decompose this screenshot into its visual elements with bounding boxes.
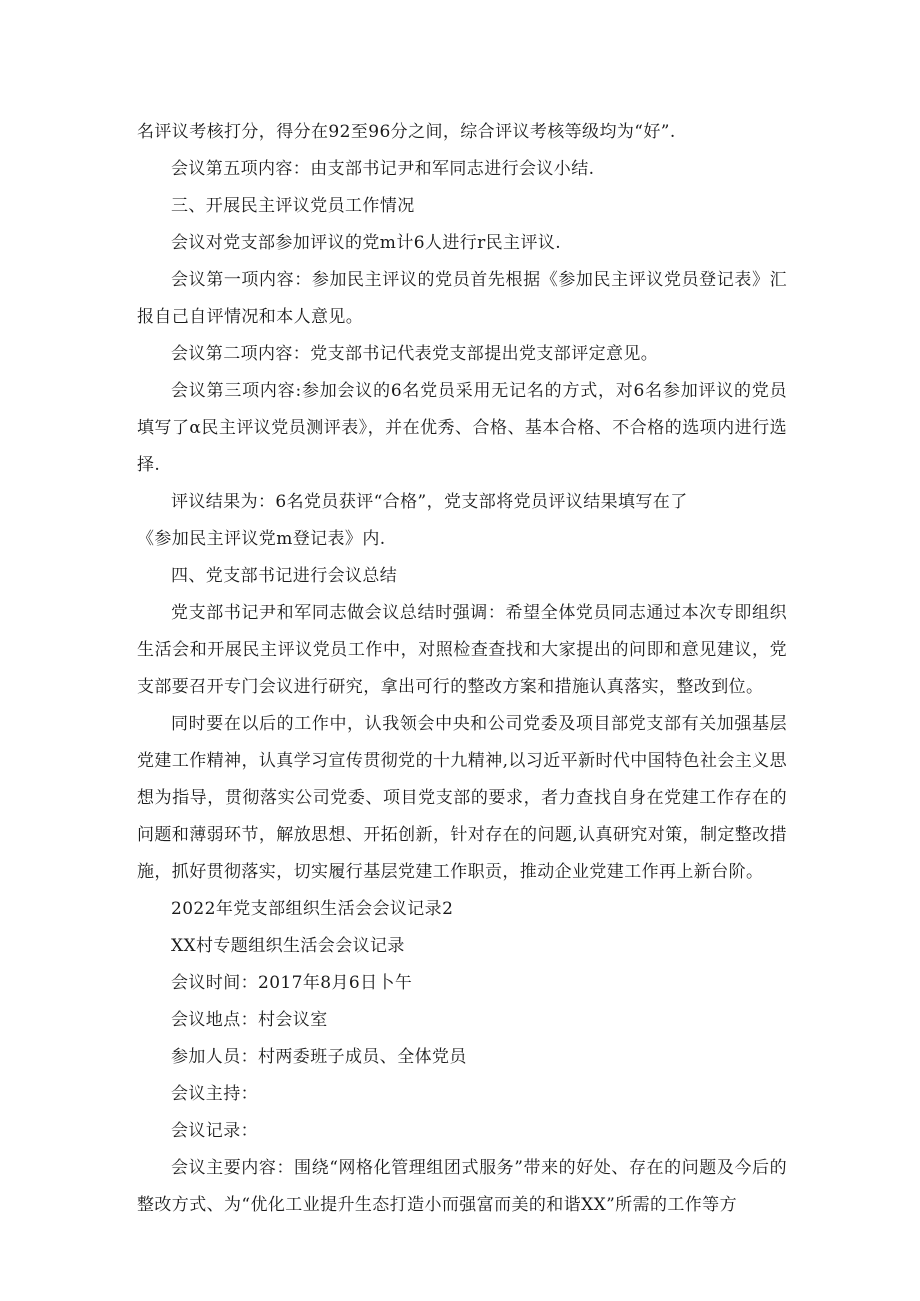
record-title: 2022年党支部组织生活会会议记录2 (171, 899, 454, 919)
section-heading-4: 四、党支部书记进行会议总结 (171, 566, 398, 586)
meeting-time: 会议时间：2017年8月6日卜午 (171, 973, 413, 993)
section-heading-3: 三、开展民主评议党员工作情况 (171, 196, 415, 216)
meeting-host: 会议主持： (171, 1084, 258, 1104)
record-subtitle: XX村专题组织生活会会议记录 (171, 936, 405, 956)
paragraph-evaluation-score: 名评议考核打分，得分在92至96分之间，综合评议考核等级均为“好”. (137, 122, 676, 142)
document-body (137, 114, 787, 1224)
paragraph-evaluation-intro: 会议对党支部参加评议的党m计6人进行r民主评议. (171, 233, 562, 253)
paragraph-fifth-item: 会议第五项内容：由支部书记尹和军同志进行会议小结. (171, 159, 595, 179)
paragraph-second-item: 会议第二项内容：党支部书记代表党支部提出党支部评定意见。 (171, 344, 659, 364)
meeting-attendees: 参加人员：村两委班子成员、全体党员 (171, 1047, 467, 1067)
meeting-location: 会议地点：村会议室 (171, 1010, 328, 1030)
paragraph-future-work: 同时要在以后的工作中，认我领会中央和公司党委及项目部党支部有关加强基层党建工作精神，认真学习宣传贯彻党的十九精神,以习近平新时代中国特色社会主义思想为指导，贯彻落实公司党委、项目党支部的要求，者力查找自身在党建工作存在的问题和薄弱环节，解放思想、开拓创新，针对存在的问题,认真研究对策，制定整改措施，抓好贯彻落实，切实履行基层党建工作职贡，推动企业党建工作再上新台阶。 (137, 714, 787, 882)
paragraph-result: 评议结果为：6名党员获评“合格”，党支部将党员评议结果填写在了 (171, 492, 688, 512)
paragraph-third-item: 会议第三项内容:参加会议的6名党员采用无记名的方式，对6名参加评议的党员填写了α民主评议党员测评表》，并在优秀、合格、基本合格、不合格的选项内进行选择. (137, 381, 787, 475)
paragraph-summary: 党支部书记尹和军同志做会议总结时强调：希望全体党员同志通过本次专即组织生活会和开展民主评议党员工作中，对照检查查找和大家提出的问即和意见建议，党支部要召开专门会议进行研究，拿出可行的整改方案和措施认真落实，整改到位。 (137, 603, 787, 697)
meeting-recorder: 会议记录： (171, 1121, 258, 1141)
meeting-main-content: 会议主要内容：围绕“网格化管理组团式服务”带来的好处、存在的问题及今后的整改方式、为“优化工业提升生态打造小而强富而美的和谐XX”所需的工作等方 (137, 1158, 787, 1215)
paragraph-first-item: 会议第一项内容：参加民主评议的党员首先根据《参加民主评议党员登记表》汇报自己自评情况和本人意见。 (137, 270, 787, 327)
paragraph-result-continued: 《参加民主评议党m登记表》内. (137, 529, 386, 549)
